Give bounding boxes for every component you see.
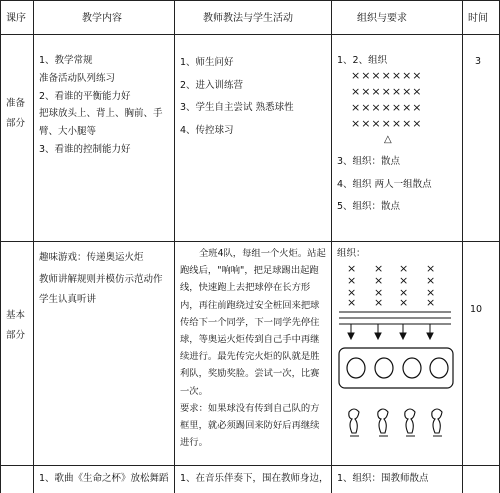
safety-cone-icon xyxy=(432,409,442,436)
prep-label-line2: 部分 xyxy=(6,118,26,129)
basic-method-line: 框里，就必须踢回来防好后再继续 xyxy=(180,420,320,432)
arrowhead-icon xyxy=(427,333,433,339)
prep-section-label xyxy=(6,94,25,134)
prep-label-line1: 准备 xyxy=(6,98,26,109)
basic-method-line: 一次。 xyxy=(180,385,208,397)
basic-content-line: 学生认真听讲 xyxy=(39,293,97,305)
formation-row: ××××××× xyxy=(351,69,423,82)
header-teaching-content: 教学内容 xyxy=(82,13,122,24)
prep-content-line: 臂、大小腿等 xyxy=(39,126,97,138)
header-time: 时间 xyxy=(468,13,488,24)
basic-content-line: 教师讲解规则并模仿示范动作 xyxy=(39,273,163,285)
safety-cone-icon xyxy=(349,409,359,436)
basic-method-line: 续进行。最先传完火炬的队就是胜 xyxy=(180,351,320,363)
player-cross-icon: × xyxy=(426,296,436,309)
basic-method-line: 要求：如果球没有传到自己队的方 xyxy=(180,402,320,414)
safety-cone-icon xyxy=(405,409,415,436)
final-method: 1、在音乐伴奏下，围在教师身边， xyxy=(180,473,329,484)
header-lesson-order: 课序 xyxy=(6,13,26,24)
player-cross-icon: × xyxy=(374,274,384,287)
prep-content-line: 1、教学常规 xyxy=(39,55,93,66)
final-content: 1、歌曲《生命之杯》放松舞蹈 xyxy=(39,473,169,484)
relay-formation-diagram xyxy=(333,260,461,460)
basic-method-line: 利队，奖励奖脸。尝试一次，比赛 xyxy=(180,368,320,380)
basic-method xyxy=(180,245,326,451)
teacher-triangle-icon: △ xyxy=(384,134,392,145)
prep-time: 3 xyxy=(475,56,482,67)
prep-method-line: 3、学生自主尝试 熟悉球性 xyxy=(180,102,294,113)
player-cross-icon: × xyxy=(347,262,357,275)
basic-org-label: 组织： xyxy=(337,248,366,259)
prep-method-line: 4、传控球习 xyxy=(180,124,234,136)
formation-row: ××××××× xyxy=(351,101,423,114)
formation-row: ××××××× xyxy=(351,117,423,130)
prep-content-line: 准备活动队列练习 xyxy=(39,72,116,84)
basic-method-line: 球，等奥运火炬传到自己手中再继 xyxy=(180,334,320,346)
prep-org-item: 4、组织 两人一组散点 xyxy=(337,178,432,190)
prep-content-line: 3、看谁的控制能力好 xyxy=(39,143,131,155)
prep-org-item: 3、组织：散点 xyxy=(337,156,401,167)
arrowhead-icon xyxy=(348,333,354,339)
player-cross-icon: × xyxy=(374,262,384,275)
player-cross-icon: × xyxy=(347,286,357,299)
player-cross-icon: × xyxy=(399,274,409,287)
basic-section-label xyxy=(6,306,25,346)
final-org: 1、组织：围教师散点 xyxy=(337,473,429,484)
player-cross-icon: × xyxy=(399,262,409,275)
player-cross-icon: × xyxy=(347,274,357,287)
basic-content xyxy=(39,248,163,309)
basic-method-line: 线，快速跑上去把球停在长方形 xyxy=(180,282,311,294)
formation-row: ××××××× xyxy=(351,85,423,98)
player-cross-icon: × xyxy=(347,296,357,309)
basic-method-line: 进行。 xyxy=(180,437,208,449)
prep-content-line: 2、看谁的平衡能力好 xyxy=(39,90,131,102)
prep-content xyxy=(39,52,163,159)
basic-method-line: 传给下一个同学，下一同学先停住 xyxy=(180,316,320,328)
player-cross-icon: × xyxy=(426,286,436,299)
safety-cone-icon xyxy=(378,409,388,436)
header-organization: 组织与要求 xyxy=(357,13,407,24)
prep-content-line: 把球放头上、背上、胸前、手 xyxy=(39,108,163,120)
prep-method-line: 1、师生问好 xyxy=(180,57,234,68)
prep-org-item: 5、组织：散点 xyxy=(337,201,401,212)
prep-method-line: 2、进入训练营 xyxy=(180,79,244,91)
prep-org-intro: 1、2、组织 xyxy=(337,55,388,66)
basic-content-line: 趣味游戏：传递奥运火炬 xyxy=(39,252,144,263)
basic-time: 10 xyxy=(470,304,483,315)
arrowhead-icon xyxy=(400,333,406,339)
player-cross-icon: × xyxy=(426,262,436,275)
prep-org-items xyxy=(337,151,432,219)
arrowhead-icon xyxy=(375,333,381,339)
basic-method-line: 内，再往前跑绕过安全桩回来把球 xyxy=(180,299,320,311)
player-cross-icon: × xyxy=(399,286,409,299)
basic-label-line2: 部分 xyxy=(6,330,26,341)
basic-method-line: 全班4队，每组一个火炬。站起 xyxy=(199,248,326,259)
player-cross-icon: × xyxy=(426,274,436,287)
prep-method xyxy=(180,52,294,142)
basic-label-line1: 基本 xyxy=(6,310,26,321)
basic-method-line: 跑线后，"响响"，把足球踢出起跑 xyxy=(180,265,319,277)
player-cross-icon: × xyxy=(399,296,409,309)
header-teaching-method: 教师教法与学生活动 xyxy=(203,13,293,24)
player-cross-icon: × xyxy=(374,286,384,299)
player-cross-icon: × xyxy=(374,296,384,309)
